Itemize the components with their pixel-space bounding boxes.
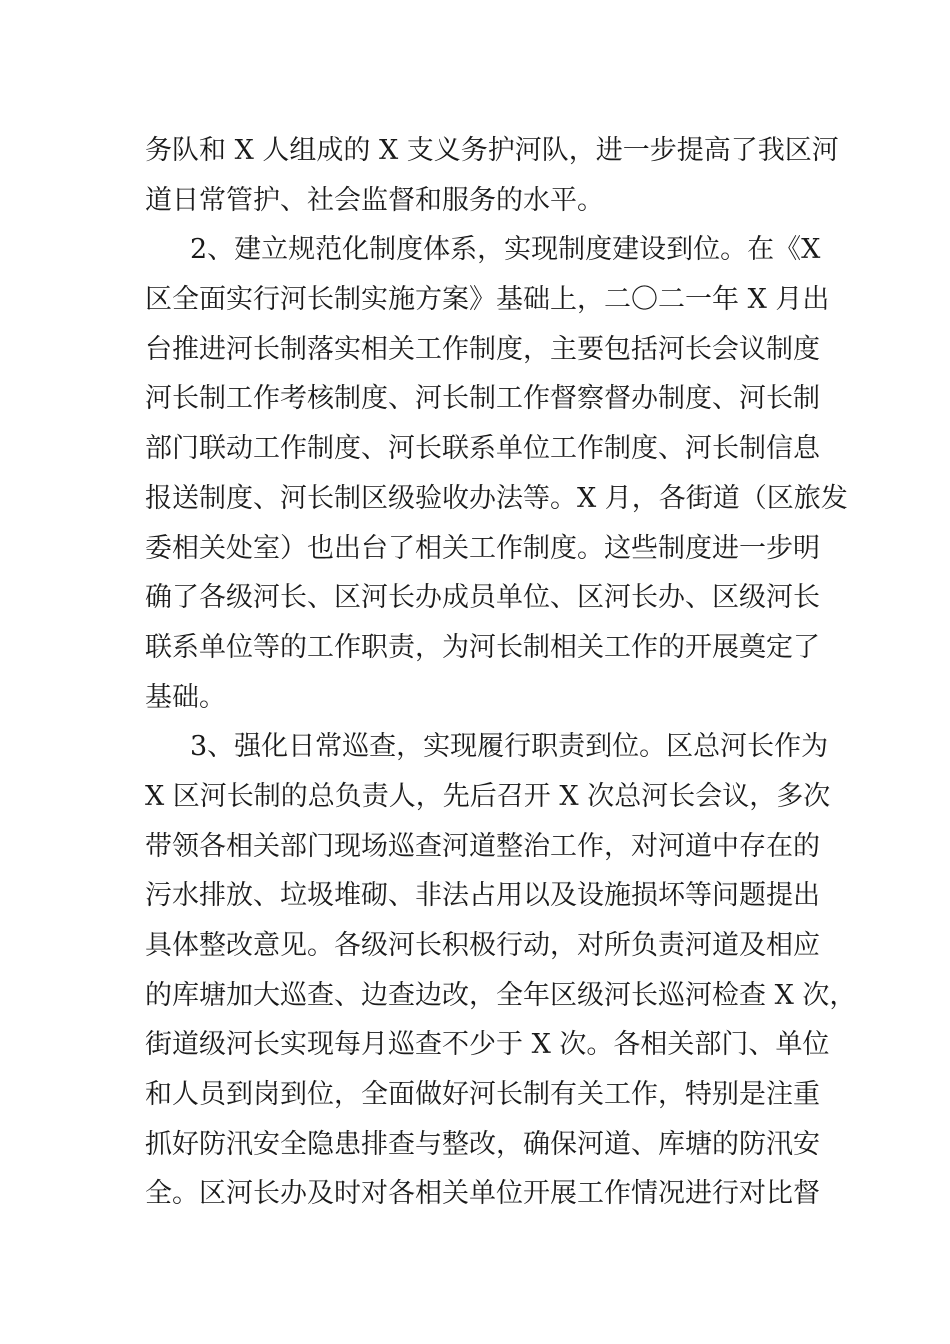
text-line: 台推进河长制落实相关工作制度，主要包括河长会议制度 xyxy=(145,333,820,365)
text-line: 部门联动工作制度、河长联系单位工作制度、河长制信息 xyxy=(145,433,820,465)
text-line: 带领各相关部门现场巡查河道整治工作，对河道中存在的 xyxy=(145,830,820,862)
text-line: 的库塘加大巡查、边查边改，全年区级河长巡河检查 X 次， xyxy=(145,979,857,1011)
text-line: 污水排放、垃圾堆砌、非法占用以及设施损坏等问题提出 xyxy=(145,880,820,912)
text-line: 具体整改意见。各级河长积极行动，对所负责河道及相应 xyxy=(145,930,820,961)
text-line: 联系单位等的工作职责，为河长制相关工作的开展奠定了 xyxy=(145,631,820,663)
text-line: 确了各级河长、区河长办成员单位、区河长办、区级河长 xyxy=(145,582,820,614)
text-line: 委相关处室）也出台了相关工作制度。这些制度进一步明 xyxy=(145,532,820,564)
text-line: 河长制工作考核制度、河长制工作督察督办制度、河长制 xyxy=(145,383,820,415)
text-line: 抓好防汛安全隐患排查与整改，确保河道、库塘的防汛安 xyxy=(145,1128,820,1160)
text-line: 和人员到岗到位，全面做好河长制有关工作，特别是注重 xyxy=(145,1079,820,1111)
text-line: 报送制度、河长制区级验收办法等。X 月，各街道（区旅发 xyxy=(145,482,848,514)
text-line: 区全面实行河长制实施方案》基础上，二〇二一年 X 月出 xyxy=(145,284,830,316)
text-line: 基础。 xyxy=(145,681,226,713)
text-line: 务队和 X 人组成的 X 支义务护河队，进一步提高了我区河 xyxy=(145,135,839,166)
paragraph-3-start: 3、强化日常巡查，实现履行职责到位。区总河长作为 xyxy=(190,731,829,763)
text-line: 全。区河长办及时对各相关单位开展工作情况进行对比督 xyxy=(145,1178,820,1210)
text-line: X 区河长制的总负责人，先后召开 X 次总河长会议，多次 xyxy=(145,780,831,812)
body-text xyxy=(145,126,857,1219)
text-line: 街道级河长实现每月巡查不少于 X 次。各相关部门、单位 xyxy=(145,1029,830,1061)
paragraph-2-start: 2、建立规范化制度体系，实现制度建设到位。在《X xyxy=(190,234,821,266)
text-line: 道日常管护、社会监督和服务的水平。 xyxy=(145,184,604,216)
